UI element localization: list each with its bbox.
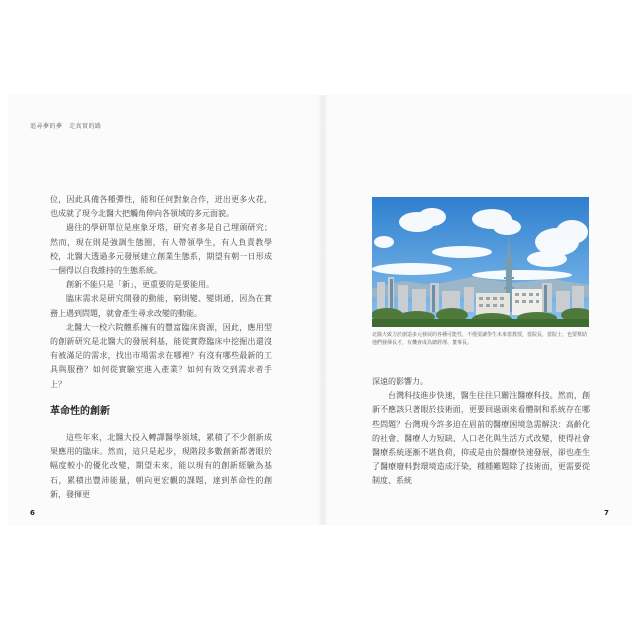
paragraph: 過往的學研單位是座象牙塔，研究者多是自己埋頭研究；然而，現在則是強調生態圈，有人帶領學生，有人負責教學校，北醫大透過多元發展建立創業生態系，期望有朝一日形成一個得以自我維持的生態系統。 [50, 223, 272, 276]
book-gutter [318, 95, 328, 525]
paragraph: 台灣科技進步快速，醫生往往只關注醫療科技。然而，創新不應該只著眼於技術面，更要回過頭來看體制和系統存在哪些問題？台灣現今許多迫在眉前的醫療困境急需解決：高齡化的社會、醫療人力短缺、人口老化與生活方式改變，使得社會醫療系統逐漸不堪負荷，抑或是由於醫療快速發展，卻也產生了醫療廢料對環境造成汙染，種種難題除了技術面，更需要從制度、系統 [372, 391, 590, 486]
paragraph: 這些年來，北醫大投入轉譯醫學領域，累積了不少創新成果應用的臨床。然而，這只是起步，現階段多數創新都著眼於幅度較小的優化改變，期望未來，能以現有的創新經驗為基石，累積出豐沛能量，朝向更宏觀的課題，達到革命性的創新，發揮更 [50, 433, 272, 499]
city-skyline-photo [372, 197, 589, 327]
paragraph: 位，因此具備各種彈性，能和任何對象合作，迸出更多火花，也成就了現今北醫大把觸角伸向各領域的多元面貌。 [50, 195, 272, 219]
section-title: 革命性的創新 [50, 405, 110, 417]
running-head: 追尋夢的夢 走真實的路 [30, 123, 102, 130]
left-page-text [50, 193, 272, 502]
paragraph: 深遠的影響力。 [372, 377, 428, 386]
photo-caption: 北醫大致力於創造多元發展的各種可能性，不僅要讓學生未來當教授，當院長，當院士，也要幫助他們發揮長才，有機會成為總經理、董事長。 [372, 332, 588, 346]
page-number-right: 7 [604, 509, 609, 517]
paragraph: 臨床需求是研究開發的動能，窮則變、變則通，因為在實務上遇到問題，就會產生尋求改變的動能。 [50, 294, 272, 318]
right-page-text [372, 375, 590, 489]
paragraph: 創新不能只是「新」，更重要的是要能用。 [66, 280, 214, 290]
paragraph: 北醫大一校六院體系擁有的豐富臨床資源，因此，應用型的創新研究是北醫大的發展利基，能從實際臨床中挖掘出還沒有被滿足的需求，找出市場需求在哪裡？有沒有哪些最新的工具與服務？如何從實驗室進入產業？如何有效交到需求者手上？ [50, 322, 272, 389]
page-number-left: 6 [30, 509, 35, 517]
